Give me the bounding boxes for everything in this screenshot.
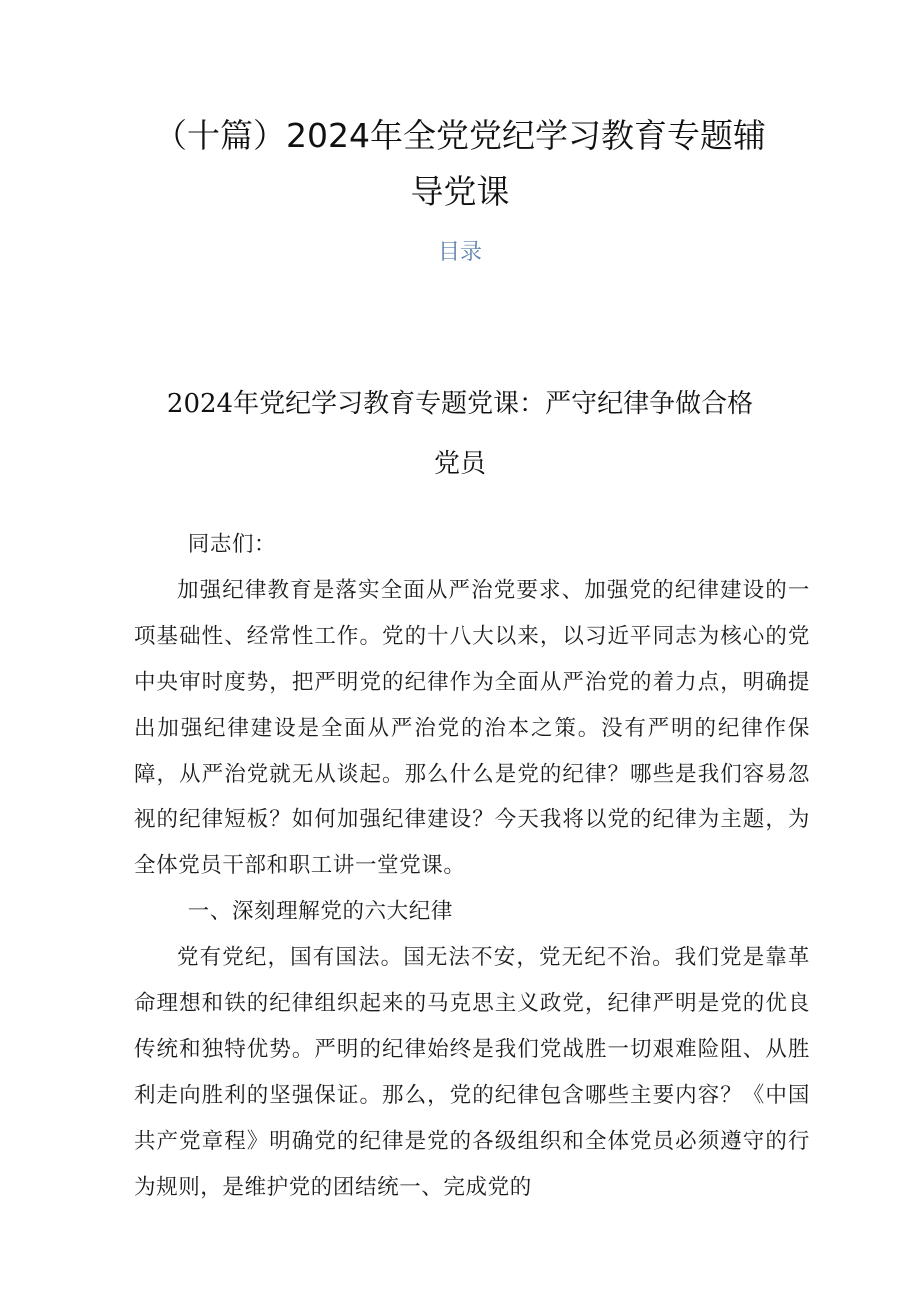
document-title-line1: （十篇）2024年全党党纪学习教育专题辅	[154, 116, 766, 155]
section-title	[130, 374, 790, 494]
document-body	[134, 522, 810, 1211]
paragraph-2: 党有党纪，国有国法。国无法不安，党无纪不治。我们党是靠革命理想和铁的纪律组织起来的马克思主义政党，纪律严明是党的优良传统和独特优势。严明的纪律始终是我们党战胜一切艰难险阻、从胜利走向胜利的坚强保证。那么，党的纪律包含哪些主要内容？《中国共产党章程》明确党的纪律是党的各级组织和全体党员必须遵守的行为规则，是维护党的团结统一、完成党的	[134, 945, 810, 1200]
section-title-line1: 2024年党纪学习教育专题党课：严守纪律争做合格	[166, 389, 754, 419]
document-title-line2: 导党课	[410, 172, 510, 211]
section-title-line2: 党员	[433, 449, 486, 479]
document-title	[120, 108, 800, 220]
paragraph-1: 加强纪律教育是落实全面从严治党要求、加强党的纪律建设的一项基础性、经常性工作。党的十八大以来，以习近平同志为核心的党中央审时度势，把严明党的纪律作为全面从严治党的着力点，明确提出加强纪律建设是全面从严治党的治本之策。没有严明的纪律作保障，从严治党就无从谈起。那么什么是党的纪律？哪些是我们容易忽视的纪律短板？如何加强纪律建设？今天我将以党的纪律为主题，为全体党员干部和职工讲一堂党课。	[134, 577, 810, 879]
heading-section-1: 一、深刻理解党的六大纪律	[187, 899, 453, 925]
salutation: 同志们：	[187, 532, 277, 557]
table-of-contents-label[interactable]: 目录	[437, 240, 482, 265]
